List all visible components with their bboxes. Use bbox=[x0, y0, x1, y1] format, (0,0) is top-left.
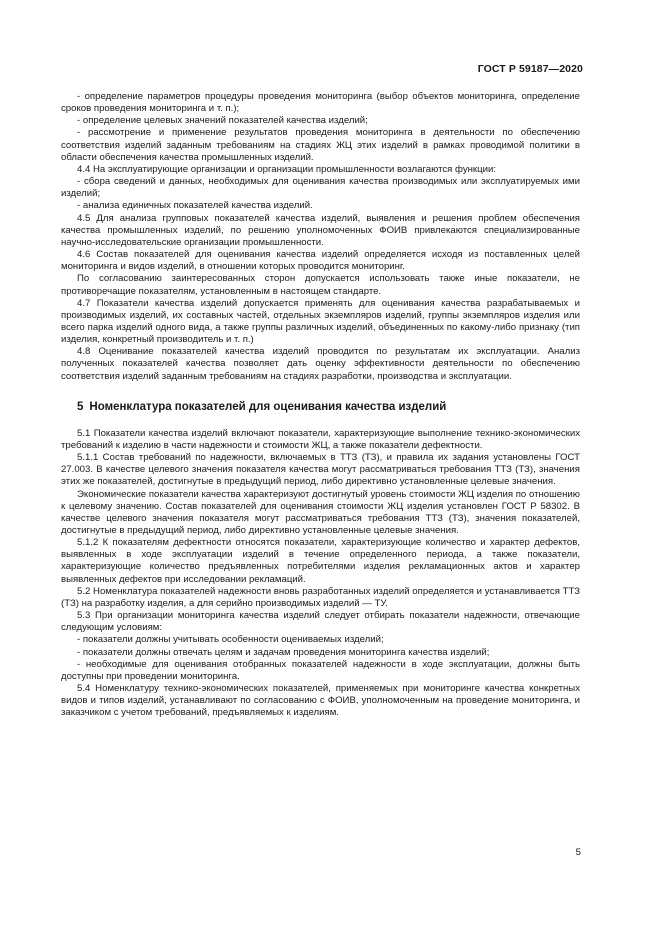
document-id-header: ГОСТ Р 59187—2020 bbox=[477, 63, 583, 75]
section-heading bbox=[61, 400, 580, 414]
paragraph: Экономические показатели качества характеризуют достигнутый уровень стоимости ЖЦ изделия по отношению к целевому значению. Состав показателей для оценивания стоимости ЖЦ изделия установлен ГОСТ Р 58302. В качестве целевого значения показателя могут рассматриваться требования ТТЗ (ТЗ), значения показателей, достигнутые в предыдущий период, либо директивно установленные целевые значения. bbox=[61, 488, 580, 536]
section-title: Номенклатура показателей для оценивания качества изделий bbox=[89, 400, 447, 413]
paragraph: 4.4 На эксплуатирующие организации и организации промышленности возлагаются функции: bbox=[77, 163, 496, 175]
paragraph: 4.8 Оценивание показателей качества изделий проводится по результатам их эксплуатации. Анализ полученных показателей качества позволяет дать оценку эффективности деятельности по обеспечению соответствия изделий заданным требованиям на стадиях разработки, производства и эксплуатации. bbox=[61, 346, 580, 382]
paragraph: 5.1.1 Состав требований по надежности, включаемых в ТТЗ (ТЗ), и правила их задания установлены ГОСТ 27.003. В качестве целевого значения показателя качества могут рассматриваться требования ТТЗ (ТЗ), значения этих же показателей, достигнутые в предыдущий период, либо директивно установленные целевые значения. bbox=[61, 452, 580, 488]
paragraph: - сбора сведений и данных, необходимых для оценивания качества производимых или эксплуатируемых ими изделий; bbox=[61, 176, 580, 200]
page-number: 5 bbox=[575, 847, 581, 858]
paragraph: - показатели должны отвечать целям и задачам проведения мониторинга качества изделий; bbox=[77, 646, 490, 658]
paragraph: - необходимые для оценивания отобранных показателей надежности в ходе эксплуатации, должны быть доступны при проведении мониторинга. bbox=[61, 658, 580, 682]
paragraphs-top bbox=[61, 91, 580, 383]
paragraph: По согласованию заинтересованных сторон допускается использовать также иные показатели, не противоречащие показателям, установленным в настоящем стандарте. bbox=[61, 273, 580, 297]
paragraph: - определение параметров процедуры проведения мониторинга (выбор объектов мониторинга, определение сроков проведения мониторинга и т. п.); bbox=[61, 91, 580, 115]
paragraph: 5.2 Номенклатура показателей надежности вновь разработанных изделий определяется и устанавливается ТТЗ (ТЗ) на разработку изделия, а для серийно производимых изделий — ТУ. bbox=[61, 585, 580, 609]
paragraph: 4.6 Состав показателей для оценивания качества изделий определяется исходя из поставленных целей мониторинга и видов изделий, в отношении которых проводится мониторинг. bbox=[61, 249, 580, 273]
paragraph: 5.3 При организации мониторинга качества изделий следует отбирать показатели надежности, отвечающие следующим условиям: bbox=[61, 610, 580, 634]
paragraphs-bottom bbox=[61, 428, 580, 720]
paragraph: 5.1 Показатели качества изделий включают показатели, характеризующие выполнение технико-экономических требований к изделию в части надежности и стоимости ЖЦ, а также показатели дефектности. bbox=[61, 427, 580, 451]
paragraph: 5.4 Номенклатуру технико-экономических показателей, применяемых при мониторинге качества конкретных видов и типов изделий, устанавливают по согласованию с ФОИВ, уполномоченным на проведение мониторинга, и заказчиком с учетом требований, предъявляемых к изделиям. bbox=[61, 683, 580, 719]
paragraph: - показатели должны учитывать особенности оцениваемых изделий; bbox=[77, 634, 384, 646]
paragraph: - рассмотрение и применение результатов проведения мониторинга в деятельности по обеспечению соответствия изделий заданным требованиям на стадиях ЖЦ этих изделий в рамках проводимой политики в области обеспечения качества промышленных изделий. bbox=[61, 127, 580, 163]
paragraph: 5.1.2 К показателям дефектности относятся показатели, характеризующие количество и характер дефектов, выявленных в ходе эксплуатации изделий в течение определенного периода, а также показатели, характеризующие количество предъявленных потребителями изделия рекламационных актов и характер выявленных дефектов при исследовании рекламаций. bbox=[61, 537, 580, 585]
document-body bbox=[61, 91, 580, 720]
paragraph: 4.5 Для анализа групповых показателей качества изделий, выявления и решения проблем обеспечения качества промышленных изделий, по решению уполномоченных ФОИВ привлекаются специализированные научно-исследовательские организации промышленности. bbox=[61, 212, 580, 248]
section-number: 5 bbox=[77, 400, 84, 413]
paragraph: 4.7 Показатели качества изделий допускается применять для оценивания качества разрабатываемых и производимых изделий, их составных частей, отдельных экземпляров изделий, группы экземпляров изделия или всего парка изделий одного вида, а также группы различных изделий, объединенных по какому-либо признаку (тип изделия, конкретный производитель и т. п.) bbox=[61, 297, 580, 346]
paragraph: - определение целевых значений показателей качества изделий; bbox=[77, 115, 368, 127]
paragraph: - анализа единичных показателей качества изделий. bbox=[77, 200, 313, 212]
